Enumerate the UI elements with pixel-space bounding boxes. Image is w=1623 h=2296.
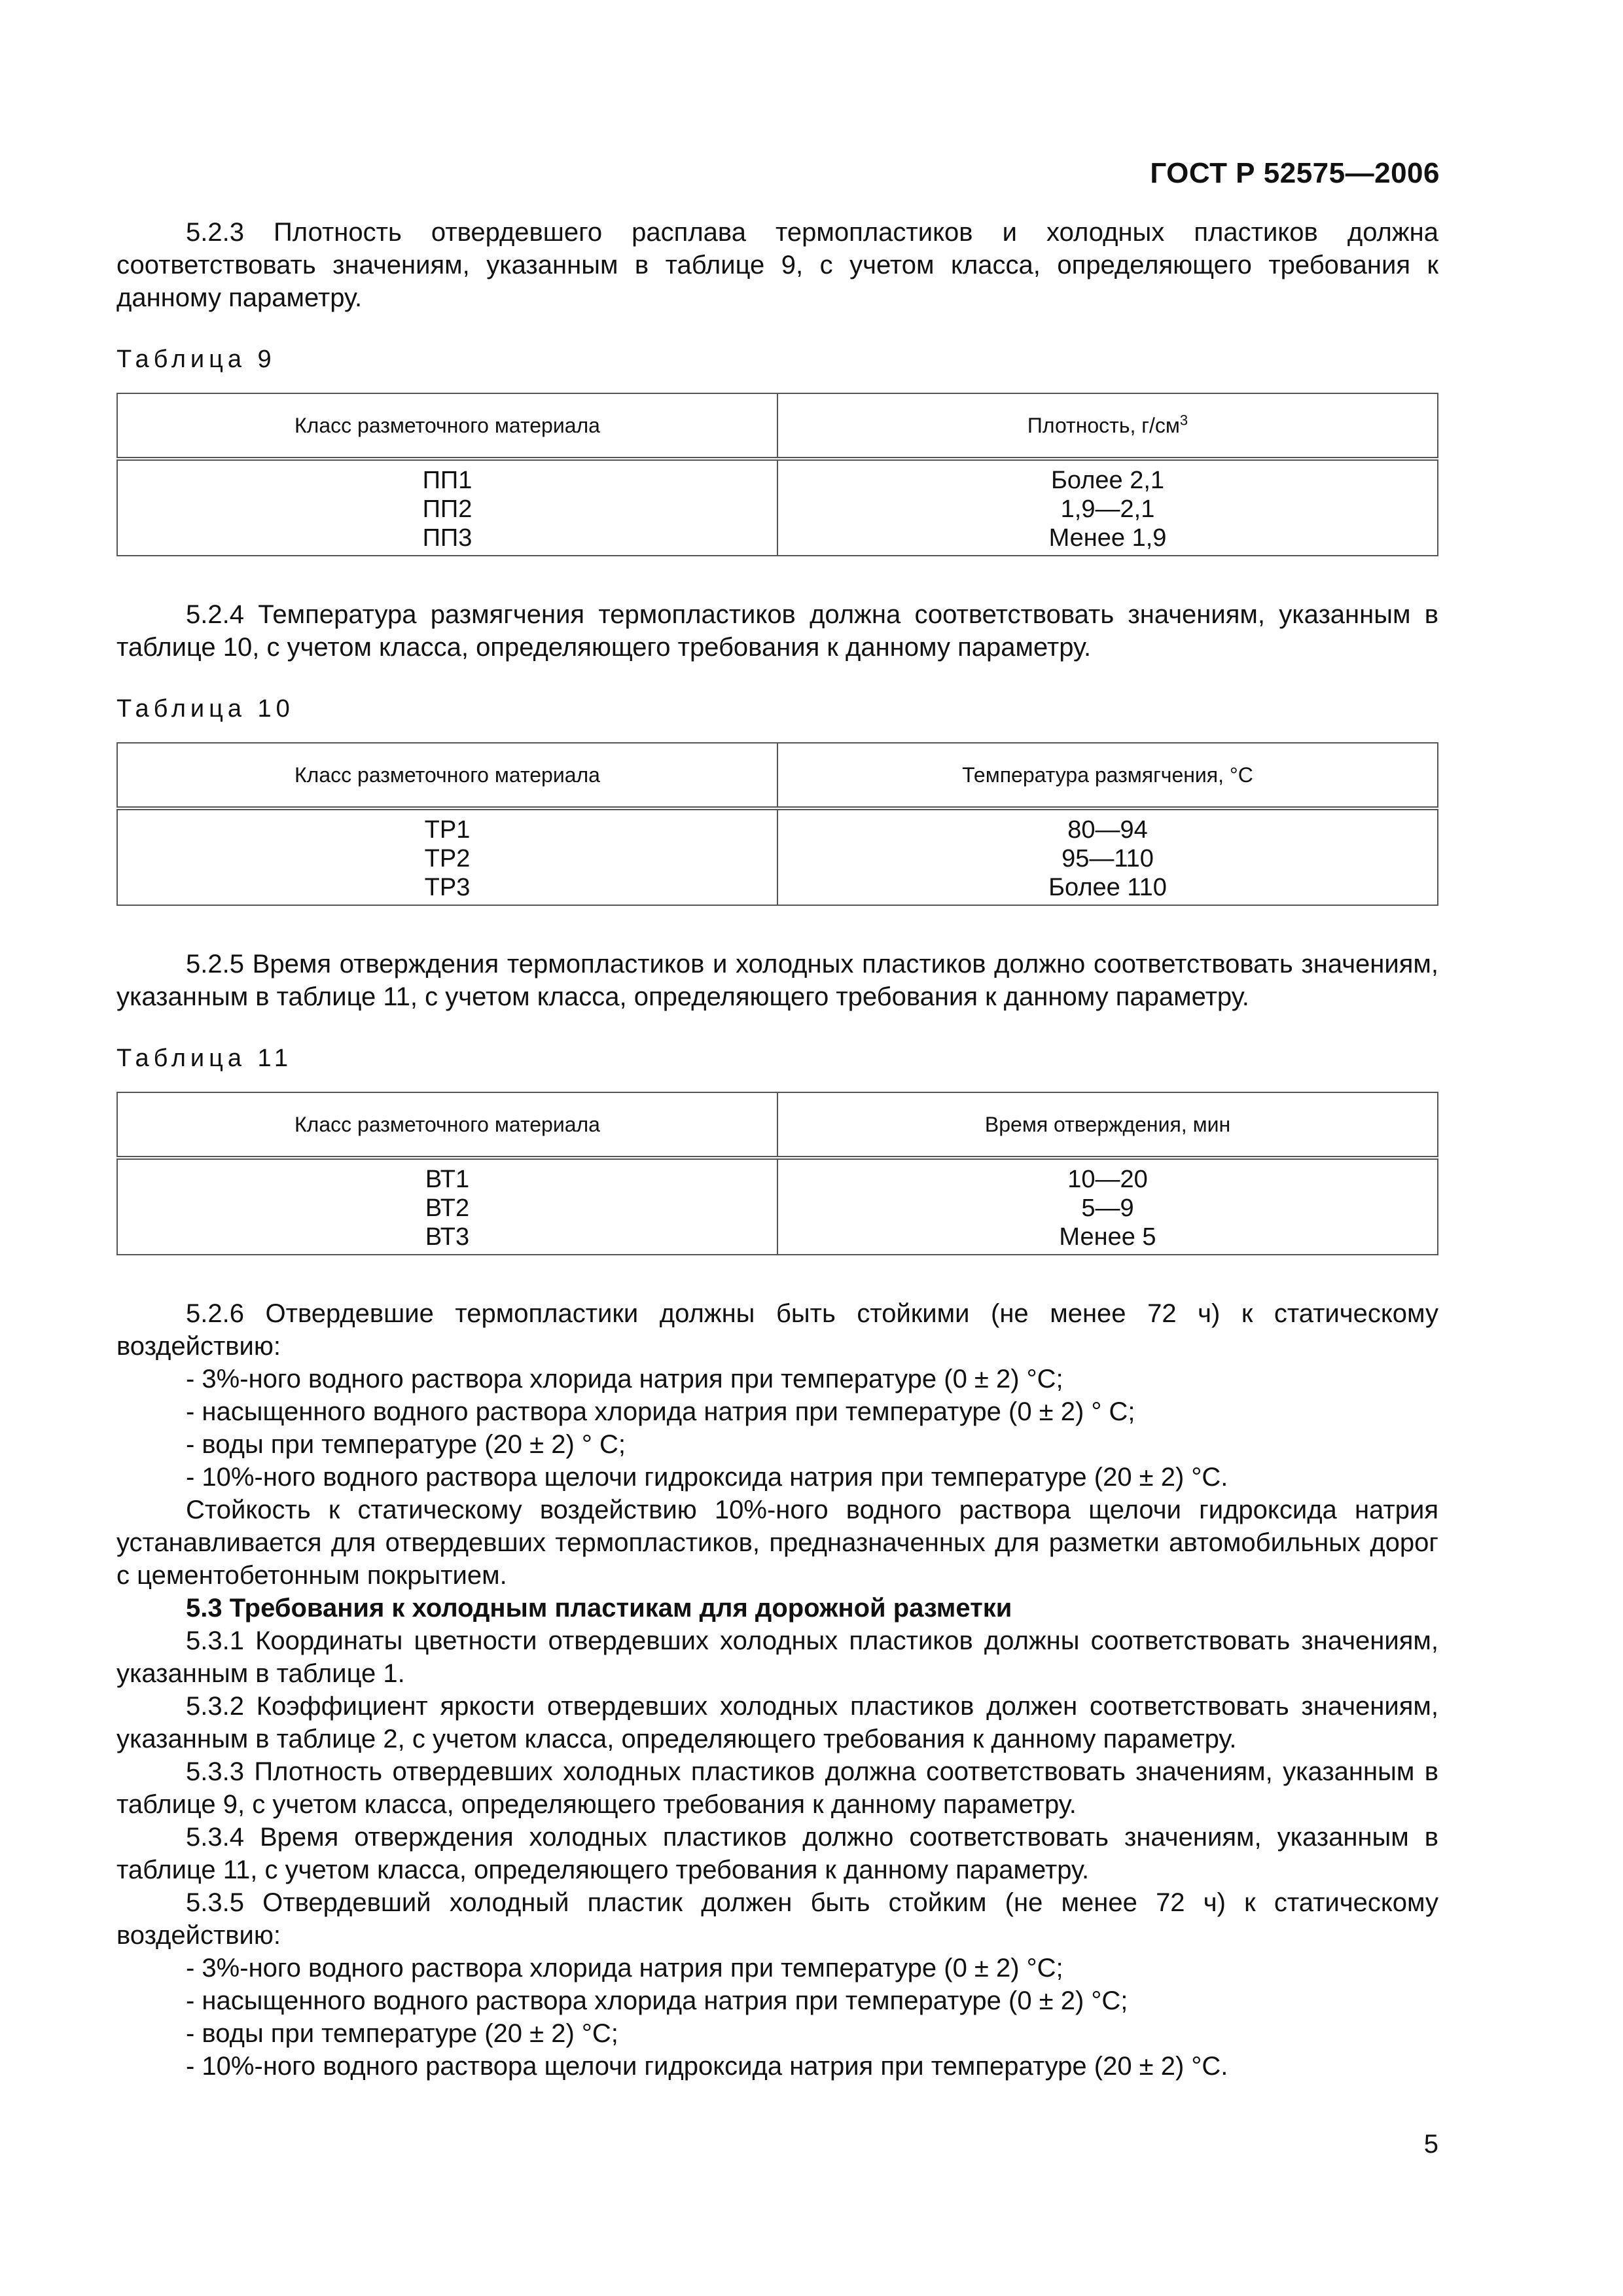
table-10-caption: Таблица 10: [116, 695, 294, 723]
class-value: ПП2: [422, 495, 473, 523]
table-9-class-cell: [117, 459, 777, 556]
class-value: ТР3: [424, 874, 471, 901]
table-11-col-class: Класс разметочного материала: [117, 1092, 777, 1158]
table-11-col-curing-time: Время отверждения, мин: [777, 1092, 1438, 1158]
document-code-header: ГОСТ Р 52575—2006: [1150, 157, 1440, 189]
table-11-caption: Таблица 11: [116, 1045, 293, 1072]
table-row: [117, 1158, 1438, 1255]
class-value: ВТ2: [425, 1194, 470, 1222]
table-header-row: [117, 393, 1438, 459]
list-item: - насыщенного водного раствора хлорида натрия при температуре (0 ± 2) ° С;: [186, 1397, 1135, 1426]
section-heading-5-3: 5.3 Требования к холодным пластикам для дорожной разметки: [186, 1594, 1012, 1623]
curing-time-value: 5—9: [1081, 1194, 1134, 1222]
list-item: - воды при температуре (20 ± 2) °С;: [186, 2019, 618, 2048]
table-9-col-class: Класс разметочного материала: [117, 393, 777, 459]
density-value: Более 2,1: [1050, 467, 1165, 494]
list-item: - 3%-ного водного раствора хлорида натрия при температуре (0 ± 2) °С;: [186, 1365, 1063, 1393]
table-11: [116, 1092, 1438, 1255]
list-item: - 10%-ного водного раствора щелочи гидроксида натрия при температуре (20 ± 2) °С.: [186, 2052, 1228, 2081]
page-content: [116, 216, 1438, 2083]
paragraph-resistance-note: Стойкость к статическому воздействию 10%-ного водного раствора щелочи гидроксида натрия устанавливается для отвердевших термопластиков, предназначенных для разметки автомобильных дорог с цементобетонным покрытием.: [116, 1496, 1438, 1590]
table-10-temperature-cell: [777, 808, 1438, 905]
table-row: [117, 808, 1438, 905]
temperature-value: 80—94: [1067, 816, 1148, 844]
table-10-col-class: Класс разметочного материала: [117, 743, 777, 808]
list-item: - 3%-ного водного раствора хлорида натрия при температуре (0 ± 2) °С;: [186, 1954, 1063, 1982]
curing-time-value: Менее 5: [1059, 1223, 1156, 1251]
paragraph-5-3-4: 5.3.4 Время отверждения холодных пластиков должно соответствовать значениям, указанным в таблице 11, с учетом класса, определяющего требования к данному параметру.: [116, 1823, 1438, 1884]
table-header-row: [117, 1092, 1438, 1158]
class-value: ПП1: [422, 467, 473, 494]
paragraph-5-2-3: 5.2.3 Плотность отвердевшего расплава термопластиков и холодных пластиков должна соответствовать значениям, указанным в таблице 9, с учетом класса, определяющего требования к данному параметру.: [116, 218, 1438, 312]
table-10: [116, 742, 1438, 906]
density-value: 1,9—2,1: [1060, 495, 1155, 523]
table-9: [116, 393, 1438, 556]
class-value: ПП3: [422, 524, 473, 552]
density-header-text: Плотность, г/см: [1027, 414, 1180, 437]
table-header-row: [117, 743, 1438, 808]
table-9-caption: Таблица 9: [116, 346, 276, 373]
class-value: ТР1: [424, 816, 471, 844]
paragraph-5-3-5: 5.3.5 Отвердевший холодный пластик должен быть стойким (не менее 72 ч) к статическому воздействию:: [116, 1888, 1438, 1950]
list-item: - 10%-ного водного раствора щелочи гидроксида натрия при температуре (20 ± 2) °С.: [186, 1463, 1228, 1492]
table-10-col-temperature: Температура размягчения, °С: [777, 743, 1438, 808]
paragraph-5-3-1: 5.3.1 Координаты цветности отвердевших холодных пластиков должны соответствовать значениям, указанным в таблице 1.: [116, 1626, 1438, 1688]
density-value: Менее 1,9: [1048, 524, 1167, 552]
class-value: ВТ1: [425, 1166, 470, 1193]
class-value: ТР2: [424, 845, 471, 872]
table-row: [117, 459, 1438, 556]
temperature-value: 95—110: [1061, 845, 1154, 872]
class-value: ВТ3: [425, 1223, 470, 1251]
table-9-density-cell: [777, 459, 1438, 556]
density-unit-superscript: 3: [1179, 412, 1188, 429]
table-9-col-density: [777, 393, 1438, 459]
temperature-value: Более 110: [1048, 874, 1167, 901]
curing-time-value: 10—20: [1067, 1166, 1148, 1193]
paragraph-5-3-3: 5.3.3 Плотность отвердевших холодных пластиков должна соответствовать значениям, указанным в таблице 9, с учетом класса, определяющего требования к данному параметру.: [116, 1757, 1438, 1819]
table-11-class-cell: [117, 1158, 777, 1255]
paragraph-5-2-6: 5.2.6 Отвердевшие термопластики должны быть стойкими (не менее 72 ч) к статическому воздействию:: [116, 1299, 1438, 1361]
table-10-class-cell: [117, 808, 777, 905]
paragraph-5-2-5: 5.2.5 Время отверждения термопластиков и холодных пластиков должно соответствовать значениям, указанным в таблице 11, с учетом класса, определяющего требования к данному параметру.: [116, 950, 1438, 1011]
list-item: - воды при температуре (20 ± 2) ° С;: [186, 1430, 626, 1459]
table-11-curing-time-cell: [777, 1158, 1438, 1255]
page-number: 5: [1423, 2130, 1438, 2159]
list-item: - насыщенного водного раствора хлорида натрия при температуре (0 ± 2) °С;: [186, 1986, 1128, 2015]
paragraph-5-2-4: 5.2.4 Температура размягчения термопластиков должна соответствовать значениям, указанным в таблице 10, с учетом класса, определяющего требования к данному параметру.: [116, 600, 1438, 662]
paragraph-5-3-2: 5.3.2 Коэффициент яркости отвердевших холодных пластиков должен соответствовать значениям, указанным в таблице 2, с учетом класса, определяющего требования к данному параметру.: [116, 1692, 1438, 1753]
